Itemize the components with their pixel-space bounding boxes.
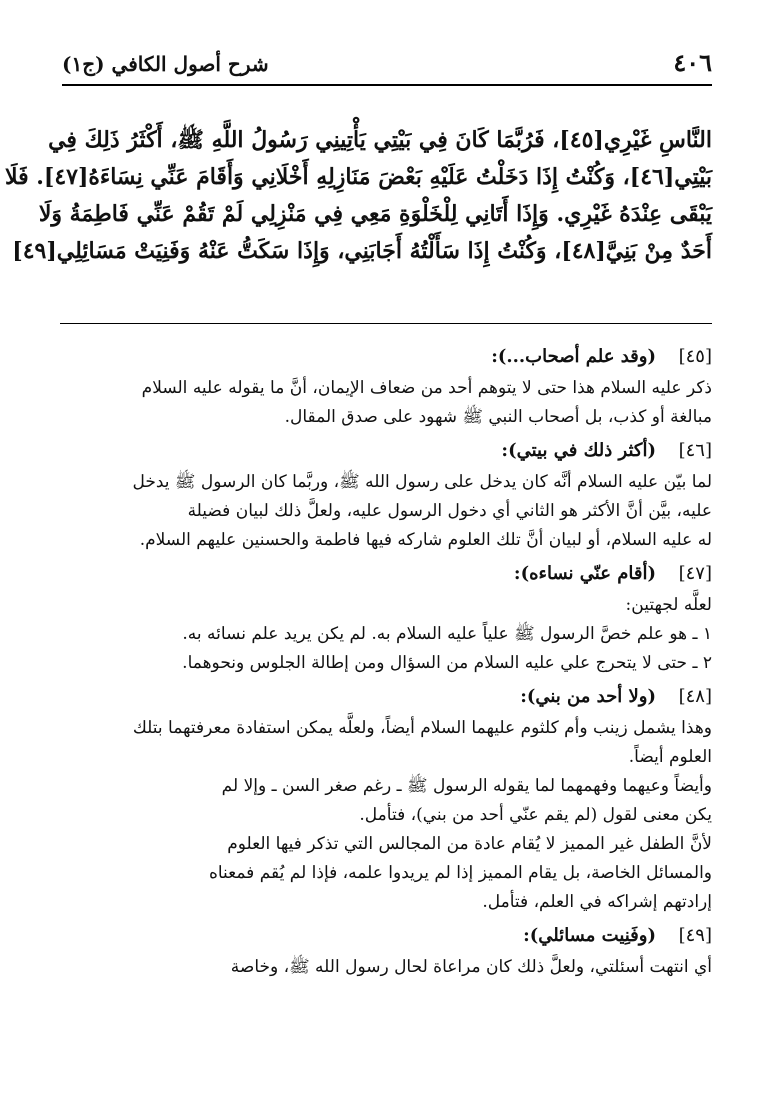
note-title: (وفَنِيت مسائلي): — [523, 925, 656, 946]
note-ref[interactable]: [٤٩] — [678, 925, 712, 946]
note-title: (وقد علم أصحاب...): — [491, 346, 656, 367]
note-title: (ولا أحد من بني): — [520, 686, 656, 707]
note-line: وأيضاً وعيهما وفهمهما لما يقوله الرسول ﷺ ـ رغم صغر السن ـ وإلا لم — [221, 776, 712, 796]
note-ref[interactable]: [٤٨] — [678, 686, 712, 707]
hadith-line: النَّاسِ غَيْرِي[٤٥]، فَرُبَّمَا كَانَ فِي بَيْتِي يَأْتِينِي رَسُولُ اللَّهِ ﷺ، أَكْثَرُ ذَلِكَ فِي — [48, 127, 712, 153]
hadith-text — [4, 122, 712, 270]
note-line: إرادتهم إشراكه في العلم، فتأمل. — [482, 892, 712, 912]
note-line: يكن معنى لقول (لم يقم عنّي أحد من بني)، فتأمل. — [359, 805, 712, 825]
note-line: لما بيّن عليه السلام أنَّه كان يدخل على رسول الله ﷺ، وربَّما كان الرسول ﷺ يدخل — [132, 472, 712, 492]
note-48 — [60, 680, 712, 917]
note-49 — [60, 919, 712, 982]
note-line: عليه، بيَّن أنَّ الأكثر هو الثاني أي دخول الرسول عليه، ولعلَّ ذلك لبيان فضيلة — [187, 501, 712, 521]
note-line: لأنَّ الطفل غير المميز لا يُقام عادة من المجالس التي تذكر فيها العلوم — [227, 834, 712, 854]
note-heading — [60, 557, 712, 591]
note-46 — [60, 434, 712, 555]
note-heading — [60, 919, 712, 953]
hadith-line: أَحَدٌ مِنْ بَنِيَّ[٤٨]، وَكُنْتُ إِذَا سَأَلْتُهُ أَجَابَنِي، وَإِذَا سَكَتُّ عَنْهُ وَفَنِيَتْ مَسَائِلِي[٤٩] — [12, 238, 712, 264]
note-line: والمسائل الخاصة، بل يقام المميز إذا لم يريدوا علمه، فإذا لم يُقم فمعناه — [208, 863, 712, 883]
note-line: مبالغة أو كذب، بل أصحاب النبي ﷺ شهود على صدق المقال. — [284, 407, 712, 427]
note-heading — [60, 340, 712, 374]
note-title: (أقام عنّي نساءه): — [513, 563, 656, 584]
note-ref[interactable]: [٤٦] — [678, 440, 712, 461]
note-body — [60, 953, 712, 982]
header-rule — [62, 84, 712, 86]
note-heading — [60, 434, 712, 468]
book-title: شرح أصول الكافي (ج١) — [62, 52, 269, 76]
note-47 — [60, 557, 712, 678]
note-45 — [60, 340, 712, 432]
note-body — [60, 374, 712, 432]
note-ref[interactable]: [٤٥] — [678, 346, 712, 367]
note-line: لعلَّه لجهتين: — [625, 595, 712, 615]
commentary-notes — [60, 340, 712, 984]
note-line: له عليه السلام، أو لبيان أنَّ تلك العلوم شاركه فيها فاطمة والحسنين عليهم السلام. — [139, 530, 712, 550]
note-title: (أكثر ذلك في بيتي): — [501, 440, 656, 461]
running-header — [62, 46, 712, 82]
note-body — [60, 591, 712, 678]
note-body — [60, 468, 712, 555]
footnote-separator — [60, 323, 712, 324]
note-body — [60, 714, 712, 917]
note-line: ذكر عليه السلام هذا حتى لا يتوهم أحد من ضعاف الإيمان، أنَّ ما يقوله عليه السلام — [141, 378, 712, 398]
note-line: أي انتهت أسئلتي، ولعلَّ ذلك كان مراعاة لحال رسول الله ﷺ، وخاصة — [230, 957, 712, 977]
hadith-line: بَيْتِي[٤٦]، وَكُنْتُ إِذَا دَخَلْتُ عَلَيْهِ بَعْضَ مَنَازِلِهِ أَخْلَانِي وَأَقَامَ عَنِّي نِسَاءَهُ[٤٧]. فَلَا — [4, 164, 712, 190]
note-line: ١ ـ هو علم خصَّ الرسول ﷺ علياً عليه السلام به. لم يكن يريد علم نسائه به. — [182, 624, 712, 644]
note-heading — [60, 680, 712, 714]
hadith-line: يَبْقَى عِنْدَهُ غَيْرِي. وَإِذَا أَتَانِي لِلْخَلْوَةِ مَعِي فِي مَنْزِلِي لَمْ تَقُمْ عَنِّي فَاطِمَةُ وَلَا — [38, 201, 712, 227]
note-line: العلوم أيضاً. — [628, 747, 712, 767]
note-ref[interactable]: [٤٧] — [678, 563, 712, 584]
page-number: ٤٠٦ — [673, 48, 712, 77]
note-line: وهذا يشمل زينب وأم كلثوم عليهما السلام أيضاً، ولعلَّه يمكن استفادة معرفتهما بتلك — [132, 718, 712, 738]
note-line: ٢ ـ حتى لا يتحرج علي عليه السلام من السؤال ومن إطالة الجلوس ونحوهما. — [182, 653, 712, 673]
